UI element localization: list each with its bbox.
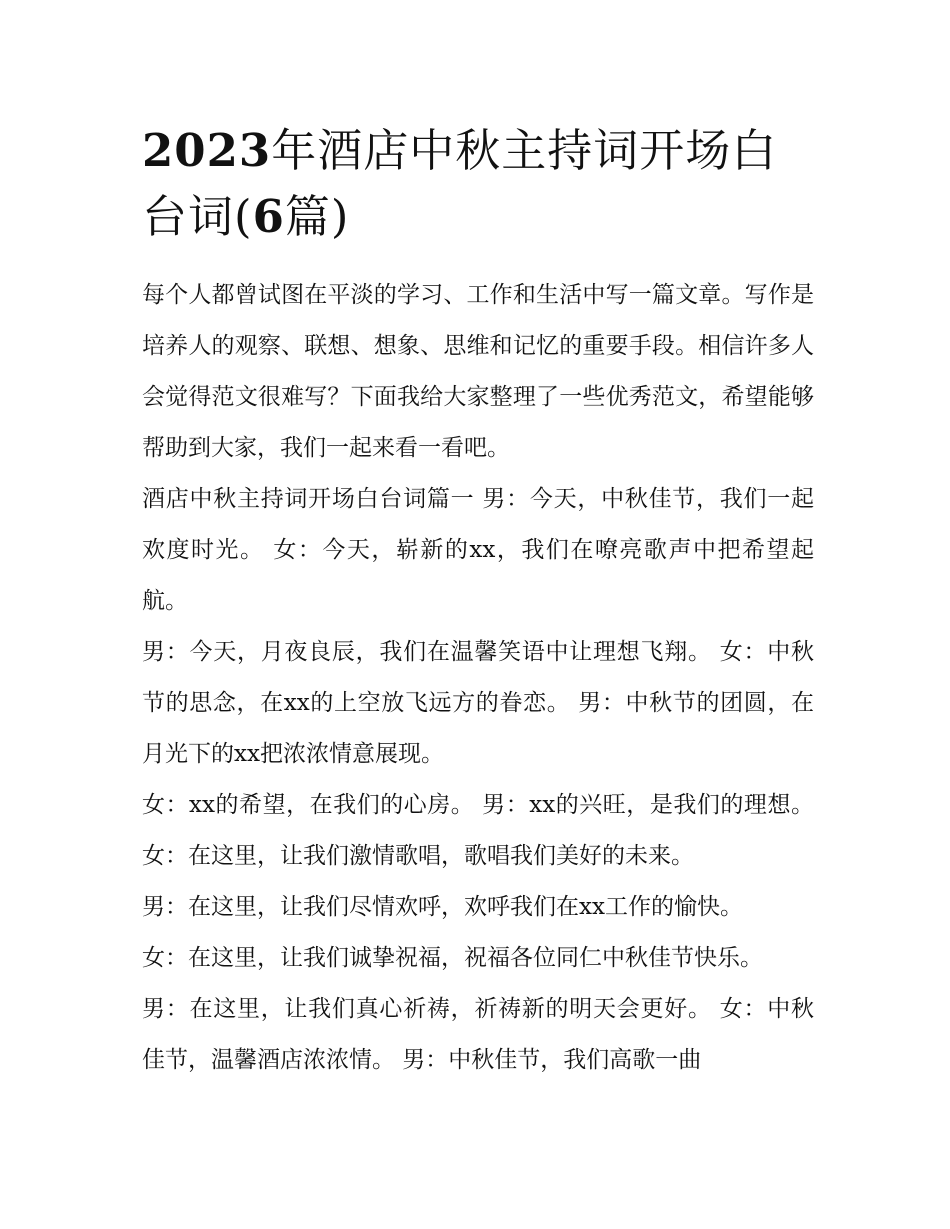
intro-paragraph: 每个人都曾试图在平淡的学习、工作和生活中写一篇文章。写作是培养人的观察、联想、想象、思维和记忆的重要手段。相信许多人会觉得范文很难写？下面我给大家整理了一些优秀范文，希望能够帮助到大家，我们一起来看一看吧。 bbox=[142, 282, 814, 461]
title-text-part2: 篇) bbox=[284, 190, 350, 243]
body-paragraph: 酒店中秋主持词开场白台词篇一 男：今天，中秋佳节，我们一起欢度时光。 女：今天，崭新的xx，我们在嘹亮歌声中把希望起航。 bbox=[142, 486, 814, 614]
document-body bbox=[142, 270, 814, 1086]
body-paragraph: 男：今天，月夜良辰，我们在温馨笑语中让理想飞翔。 女：中秋节的思念，在xx的上空放飞远方的眷恋。 男：中秋节的团圆，在月光下的xx把浓浓情意展现。 bbox=[142, 639, 814, 767]
title-year: 2023 bbox=[142, 124, 272, 177]
title-count: 6 bbox=[252, 190, 285, 243]
body-paragraph: 女：xx的希望，在我们的心房。 男：xx的兴旺，是我们的理想。 女：在这里，让我们激情歌唱，歌唱我们美好的未来。 bbox=[142, 792, 814, 869]
document-page bbox=[142, 118, 814, 1086]
document-title bbox=[142, 118, 814, 250]
body-paragraph: 女：在这里，让我们诚挚祝福，祝福各位同仁中秋佳节快乐。 bbox=[142, 945, 763, 971]
body-paragraph: 男：在这里，让我们真心祈祷，祈祷新的明天会更好。 女：中秋佳节，温馨酒店浓浓情。 男：中秋佳节，我们高歌一曲 bbox=[142, 996, 814, 1073]
title-text-part1: 年酒店中秋主持词开场白台词( bbox=[142, 124, 778, 243]
body-paragraph: 男：在这里，让我们尽情欢呼，欢呼我们在xx工作的愉快。 bbox=[142, 894, 743, 920]
